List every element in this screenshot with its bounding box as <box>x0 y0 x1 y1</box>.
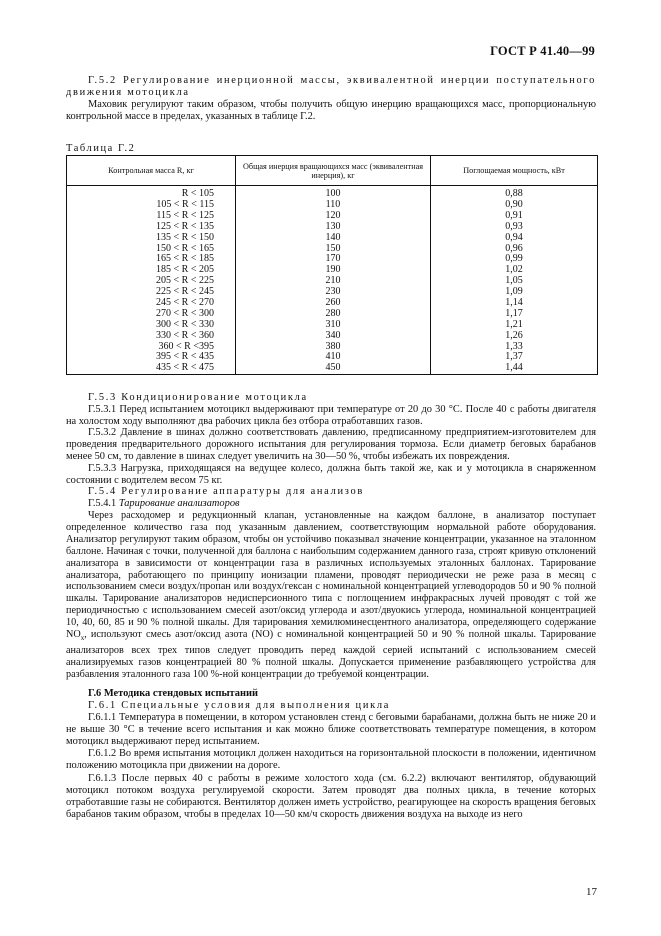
cell-inertia: 280 <box>236 309 431 320</box>
section-g532-paragraph: Г.5.3.2 Давление в шинах должно соответствовать давлению, предписанному предприятием-изготовителем для проведения предварительного дорожного испытания для регулирования тормоза. Если диаметр беговых барабанов менее 50 см, то давление в шинах следует увеличить на 30—50 %, чтобы избежать их повреждения. <box>66 427 596 462</box>
table-caption: Таблица Г.2 <box>66 143 136 154</box>
cell-power: 1,17 <box>431 309 598 320</box>
cell-mass: 435 < R < 475 <box>67 363 236 374</box>
cell-mass: 360 < R <395 <box>67 341 236 352</box>
cell-inertia: 450 <box>236 363 431 374</box>
cell-mass: 245 < R < 270 <box>67 298 236 309</box>
cell-inertia: 210 <box>236 276 431 287</box>
cell-power: 1,44 <box>431 363 598 374</box>
table-row <box>67 320 598 331</box>
document-id: ГОСТ Р 41.40—99 <box>490 44 595 58</box>
cell-power: 1,26 <box>431 331 598 342</box>
page-number: 17 <box>586 886 597 898</box>
table-row <box>67 233 598 244</box>
cell-mass: 115 < R < 125 <box>67 211 236 222</box>
cell-power: 0,91 <box>431 211 598 222</box>
cell-mass: 205 < R < 225 <box>67 276 236 287</box>
section-g541-heading <box>66 498 596 510</box>
section-g52-paragraph: Маховик регулируют таким образом, чтобы получить общую инерцию вращающихся масс, пропорциональную контрольной массе в пределах, указанных в таблице Г.2. <box>66 99 596 122</box>
cell-inertia: 410 <box>236 352 431 363</box>
col-header-inertia: Общая инерция вращающихся масс (эквивалентная инерция), кг <box>236 156 431 186</box>
section-g53-title: Г.5.3 Кондиционирование мотоцикла <box>88 392 308 403</box>
section-g541-title: Тарирование анализаторов <box>118 498 240 509</box>
col-header-mass: Контрольная масса R, кг <box>67 156 236 186</box>
cell-mass: R < 105 <box>67 186 236 200</box>
cell-inertia: 310 <box>236 320 431 331</box>
cell-inertia: 380 <box>236 341 431 352</box>
cell-inertia: 100 <box>236 186 431 200</box>
table-row <box>67 186 598 200</box>
table-row <box>67 331 598 342</box>
cell-inertia: 260 <box>236 298 431 309</box>
cell-mass: 150 < R < 165 <box>67 243 236 254</box>
cell-mass: 330 < R < 360 <box>67 331 236 342</box>
cell-mass: 125 < R < 135 <box>67 222 236 233</box>
cell-mass: 300 < R < 330 <box>67 320 236 331</box>
cell-mass: 105 < R < 115 <box>67 200 236 211</box>
table-row <box>67 222 598 233</box>
table-header-row <box>67 156 598 186</box>
cell-inertia: 340 <box>236 331 431 342</box>
cell-mass: 135 < R < 150 <box>67 233 236 244</box>
cell-power: 0,99 <box>431 254 598 265</box>
cell-inertia: 140 <box>236 233 431 244</box>
cell-inertia: 110 <box>236 200 431 211</box>
cell-inertia: 190 <box>236 265 431 276</box>
table-g2 <box>66 155 598 375</box>
section-g541-paragraph: Через расходомер и редукционный клапан, установленные на каждом баллоне, в анализатор поступает определенное количество газа под указанным давлением, соответствующим нормальной работе оборудования. Анализатор регулируют таким образом, чтобы он устойчиво показывал значение концентрации, указанное на эталонном баллоне. Начиная с точки, полученной для баллона с наибольшим содержанием данного газа, строят кривую отклонений анализатора в зависимости от концентрации газа в различных используемых эталонных баллонах. Тарирование анализатора, работающего по принципу ионизации пламени, проводят периодически не реже раза в месяц с использованием смеси воздух/пропан или воздух/гексан с номинальной концентрацией углеводородов 50 и 90 % полной шкалы. Тарирование анализаторов недисперсионного типа с поглощением инфракрасных лучей проводят с той же периодичностью с использованием смесей азот/оксид углерода и азот/двуокись углерода, номинальной концентрацией 10, 40, 60, 85 и 90 % полной шкалы. Для тарирования хемилюминесцентного анализатора, определяющего содержание $NO_x$, используют смесь азот/оксид азота (NO) с номинальной концентрацией 50 и 90 % полной шкалы. Тарирование анализаторов всех трех типов следует проводить перед каждой серией испытаний с использованием смесей анализируемых газов концентрацией 80 % полной шкалы. Допускается применение разбавляющего устройства для разбавления эталонного газа 100 %-ной концентрации до требуемой концентрации. <box>66 510 596 680</box>
section-g531-paragraph: Г.5.3.1 Перед испытанием мотоцикл выдерживают при температуре от 20 до 30 °С. После 40 с работы двигателя на холостом ходу выполняют два рабочих цикла без отбора отработавших газов. <box>66 404 596 427</box>
cell-inertia: 130 <box>236 222 431 233</box>
col-header-power: Поглощаемая мощность, кВт <box>431 156 598 186</box>
cell-power: 1,14 <box>431 298 598 309</box>
cell-inertia: 120 <box>236 211 431 222</box>
cell-power: 1,05 <box>431 276 598 287</box>
section-g6-title: Г.6 Методика стендовых испытаний <box>88 688 258 699</box>
cell-mass: 270 < R < 300 <box>67 309 236 320</box>
cell-mass: 395 < R < 435 <box>67 352 236 363</box>
cell-mass: 225 < R < 245 <box>67 287 236 298</box>
cell-inertia: 230 <box>236 287 431 298</box>
table-row <box>67 363 598 374</box>
section-g613-paragraph: Г.6.1.3 После первых 40 с работы в режиме холостого хода (см. 6.2.2) включают вентилятор, обдувающий мотоцикл потоком воздуха регулируемой скорости. Затем проводят два полных цикла, в течение которых отработавшие газы не собираются. Вентилятор должен иметь устройство, реагирующее на скорость вращения беговых барабанов таким образом, чтобы в пределах 10—50 км/ч скорость движения воздуха на выходе из него <box>66 773 596 820</box>
section-g54-title: Г.5.4 Регулирование аппаратуры для анализов <box>88 486 364 497</box>
cell-power: 0,90 <box>431 200 598 211</box>
section-g61-title: Г.6.1 Специальные условия для выполнения цикла <box>88 700 391 711</box>
cell-power: 1,33 <box>431 341 598 352</box>
cell-inertia: 150 <box>236 243 431 254</box>
section-g612-paragraph: Г.6.1.2 Во время испытания мотоцикл должен находиться на горизонтальной плоскости в положении, идентичном положению мотоцикла при движении на дороге. <box>66 748 596 771</box>
cell-power: 1,37 <box>431 352 598 363</box>
cell-power: 0,96 <box>431 243 598 254</box>
cell-inertia: 170 <box>236 254 431 265</box>
cell-mass: 165 < R < 185 <box>67 254 236 265</box>
section-g52-title: Г.5.2 Регулирование инерционной массы, эквивалентной инерции поступательного движения мотоцикла <box>66 75 596 98</box>
cell-power: 0,94 <box>431 233 598 244</box>
section-g533-paragraph: Г.5.3.3 Нагрузка, приходящаяся на ведущее колесо, должна быть такой же, как и у мотоцикла в снаряженном состоянии с водителем весом 75 кг. <box>66 463 596 486</box>
cell-power: 1,09 <box>431 287 598 298</box>
section-g611-paragraph: Г.6.1.1 Температура в помещении, в котором установлен стенд с беговыми барабанами, должна быть не ниже 20 и не выше 30 °С в течение всего испытания и как можно ближе соответствовать температуре помещения, в котором мотоцикл выдерживают перед испытанием. <box>66 712 596 747</box>
cell-mass: 185 < R < 205 <box>67 265 236 276</box>
cell-power: 0,93 <box>431 222 598 233</box>
cell-power: 1,02 <box>431 265 598 276</box>
subscript-x: x <box>80 634 85 643</box>
section-g541-number: Г.5.4.1 <box>88 498 117 509</box>
cell-power: 0,88 <box>431 186 598 200</box>
cell-power: 1,21 <box>431 320 598 331</box>
